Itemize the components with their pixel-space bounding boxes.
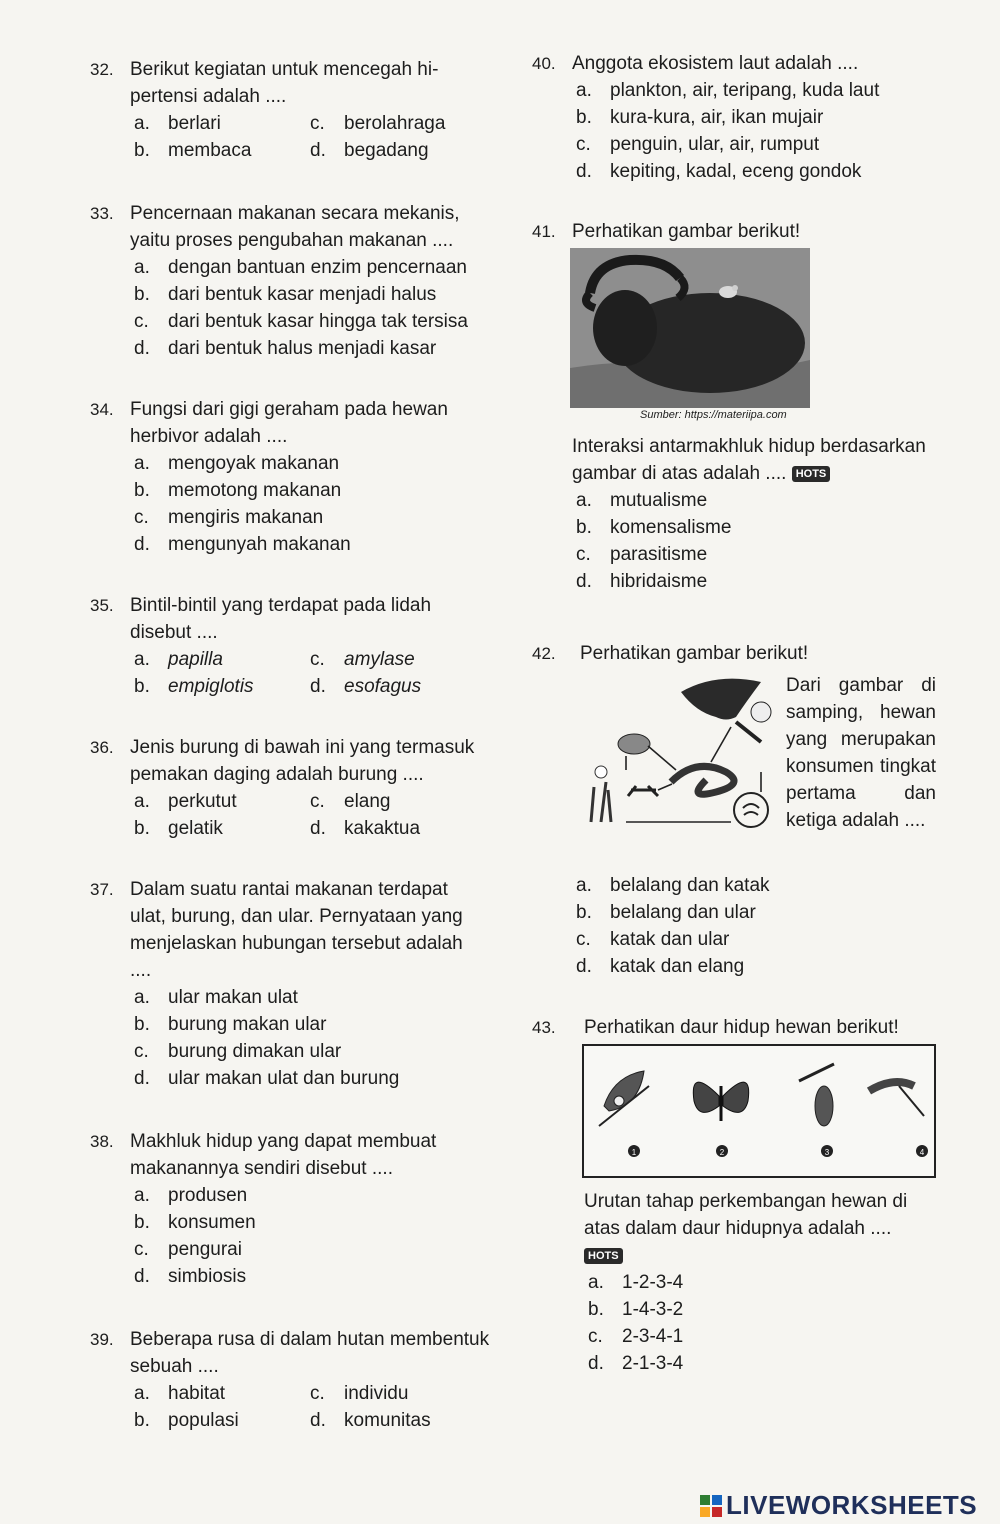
question-stem: Beberapa rusa di dalam hutan membentuk sebuah .... [130, 1329, 490, 1377]
question-number: 42. [532, 644, 556, 663]
option-b[interactable]: b. kura-kura, air, ikan mujair [576, 107, 824, 128]
question-33 [90, 200, 490, 362]
option-b[interactable]: b. memotong makanan [134, 480, 342, 501]
question-stem: Dalam suatu rantai makanan terdapat ulat, burung, dan ular. Pernyataan yang menjelaskan hubungan tersebut adalah .... [130, 879, 463, 981]
option-d[interactable]: d. esofagus [310, 676, 422, 697]
butterfly-icon [693, 1082, 748, 1121]
option-d[interactable]: d. begadang [310, 140, 429, 161]
option-a[interactable]: a. mutualisme [576, 490, 708, 511]
question-42 [532, 640, 952, 667]
options [588, 1269, 952, 1377]
question-side-text: Dari gambar di samping, hewan yang merupakan konsumen tingkat pertama dan ketiga adalah .... [786, 675, 936, 831]
question-stem: Berikut kegiatan untuk mencegah hi-pertensi adalah .... [130, 59, 439, 107]
option-b[interactable]: b. populasi [134, 1410, 239, 1431]
option-a[interactable]: a. perkutut [134, 791, 237, 812]
question-43 [532, 1014, 952, 1041]
question-number: 36. [90, 738, 114, 757]
option-c[interactable]: c. individu [310, 1383, 409, 1404]
option-c[interactable]: c. mengiris makanan [134, 507, 324, 528]
option-b[interactable]: b. empiglotis [134, 676, 254, 697]
stage-number: 4 [919, 1148, 925, 1157]
buffalo-bird-photo [570, 248, 810, 408]
caterpillar-icon [869, 1082, 924, 1116]
question-stem: Perhatikan daur hidup hewan berikut! [584, 1017, 899, 1038]
option-b[interactable]: b. dari bentuk kasar menjadi halus [134, 284, 437, 305]
question-stem: Makhluk hidup yang dapat membuat makanannya sendiri disebut .... [130, 1131, 437, 1179]
life-cycle-stages [584, 1046, 934, 1176]
option-d[interactable]: d. simbiosis [134, 1266, 247, 1287]
question-number: 35. [90, 596, 114, 615]
leaf-egg-icon [599, 1071, 649, 1126]
question-number: 40. [532, 54, 556, 73]
question-34 [90, 396, 490, 558]
question-number: 41. [532, 222, 556, 241]
liveworksheets-brand[interactable] [700, 1490, 977, 1521]
question-42-options [532, 872, 952, 980]
option-a[interactable]: a. dengan bantuan enzim pencernaan [134, 257, 467, 278]
image-caption: Sumber: https://materiipa.com [640, 409, 787, 421]
question-stem: Fungsi dari gigi geraham pada hewan herbivor adalah .... [130, 399, 448, 447]
question-stem: Perhatikan gambar berikut! [572, 221, 801, 242]
option-b[interactable]: b. burung makan ular [134, 1014, 327, 1035]
option-d[interactable]: d. katak dan elang [576, 956, 745, 977]
options [134, 788, 490, 842]
option-c[interactable]: c. amylase [310, 649, 415, 670]
option-b[interactable]: b. komensalisme [576, 517, 732, 538]
hots-badge: HOTS [792, 466, 831, 482]
option-c[interactable]: c. berolahraga [310, 113, 446, 134]
question-36 [90, 734, 490, 842]
brand-text: LIVEWORKSHEETS [726, 1490, 978, 1520]
question-number: 33. [90, 204, 114, 223]
option-c[interactable]: c. penguin, ular, air, rumput [576, 134, 820, 155]
question-41-body [532, 433, 952, 595]
question-40 [532, 50, 952, 185]
option-d[interactable]: d. ular makan ulat dan burung [134, 1068, 400, 1089]
hots-badge: HOTS [584, 1248, 623, 1264]
options [134, 646, 490, 700]
option-d[interactable]: d. mengunyah makanan [134, 534, 351, 555]
decomposer-icon [734, 793, 768, 827]
question-number: 39. [90, 1330, 114, 1349]
question-32 [90, 56, 490, 164]
option-d[interactable]: d. hibridaisme [576, 571, 708, 592]
stage-number: 3 [824, 1148, 830, 1157]
option-c[interactable]: c. parasitisme [576, 544, 708, 565]
options [134, 1380, 510, 1434]
question-number: 34. [90, 400, 114, 419]
options [134, 984, 490, 1092]
option-c[interactable]: c. burung dimakan ular [134, 1041, 342, 1062]
stage-number: 2 [719, 1148, 725, 1157]
option-b[interactable]: b. 1-4-3-2 [588, 1299, 684, 1320]
options [134, 110, 490, 164]
option-b[interactable]: b. membaca [134, 140, 252, 161]
question-stem: Jenis burung di bawah ini yang termasuk pemakan daging adalah burung .... [130, 737, 475, 785]
question-stem: Pencernaan makanan secara mekanis, yaitu proses pengubahan makanan .... [130, 203, 460, 251]
question-stem-2: Urutan tahap perkembangan hewan di atas dalam daur hidupnya adalah .... HOTS [584, 1191, 908, 1262]
option-a[interactable]: a. produsen [134, 1185, 248, 1206]
question-38 [90, 1128, 490, 1290]
question-number: 32. [90, 60, 114, 79]
food-web-diagram [586, 672, 786, 842]
option-a[interactable]: a. berlari [134, 113, 221, 134]
options [134, 254, 490, 362]
option-a[interactable]: a. papilla [134, 649, 223, 670]
eagle-icon [681, 679, 771, 742]
question-number: 43. [532, 1018, 556, 1037]
question-43-body [532, 1188, 952, 1377]
option-a[interactable]: a. ular makan ulat [134, 987, 298, 1008]
question-35 [90, 592, 490, 700]
options [576, 487, 952, 595]
option-b[interactable]: b. gelatik [134, 818, 223, 839]
question-37 [90, 876, 490, 1092]
option-a[interactable]: a. habitat [134, 1383, 226, 1404]
options [576, 872, 952, 980]
buffalo-image [570, 248, 810, 408]
option-c[interactable]: c. dari bentuk kasar hingga tak tersisa [134, 311, 468, 332]
option-a[interactable]: a. plankton, air, teripang, kuda laut [576, 80, 880, 101]
options [134, 450, 490, 558]
option-c[interactable]: c. pengurai [134, 1239, 242, 1260]
question-41 [532, 218, 952, 245]
question-number: 38. [90, 1132, 114, 1151]
question-stem-2: Interaksi antarmakhluk hidup berdasarkan gambar di atas adalah .... HOTS [572, 436, 926, 484]
option-b[interactable]: b. belalang dan ular [576, 902, 756, 923]
question-42-side [786, 672, 936, 834]
option-d[interactable]: d. kepiting, kadal, eceng gondok [576, 161, 862, 182]
question-stem: Perhatikan gambar berikut! [580, 643, 809, 664]
grasshopper-icon [628, 786, 658, 796]
question-39 [90, 1326, 510, 1434]
option-c[interactable]: c. elang [310, 791, 391, 812]
option-d[interactable]: d. 2-1-3-4 [588, 1353, 684, 1374]
option-b[interactable]: b. konsumen [134, 1212, 256, 1233]
question-stem: Anggota ekosistem laut adalah .... [572, 53, 859, 74]
question-number: 37. [90, 880, 114, 899]
option-a[interactable]: a. mengoyak makanan [134, 453, 340, 474]
pupa-icon [799, 1064, 834, 1126]
option-a[interactable]: a. belalang dan katak [576, 875, 770, 896]
question-stem: Bintil-bintil yang terdapat pada lidah disebut .... [130, 595, 432, 643]
liveworksheets-logo-icon [700, 1495, 722, 1517]
plant-icon [591, 766, 611, 822]
option-c[interactable]: c. 2-3-4-1 [588, 1326, 684, 1347]
frog-icon [618, 734, 650, 754]
option-a[interactable]: a. 1-2-3-4 [588, 1272, 684, 1293]
life-cycle-figure [582, 1044, 936, 1178]
option-d[interactable]: d. komunitas [310, 1410, 431, 1431]
option-d[interactable]: d. kakaktua [310, 818, 421, 839]
stage-number: 1 [631, 1148, 637, 1157]
options [134, 1182, 490, 1290]
snake-icon [671, 766, 734, 794]
option-c[interactable]: c. katak dan ular [576, 929, 730, 950]
option-d[interactable]: d. dari bentuk halus menjadi kasar [134, 338, 437, 359]
options [576, 77, 952, 185]
